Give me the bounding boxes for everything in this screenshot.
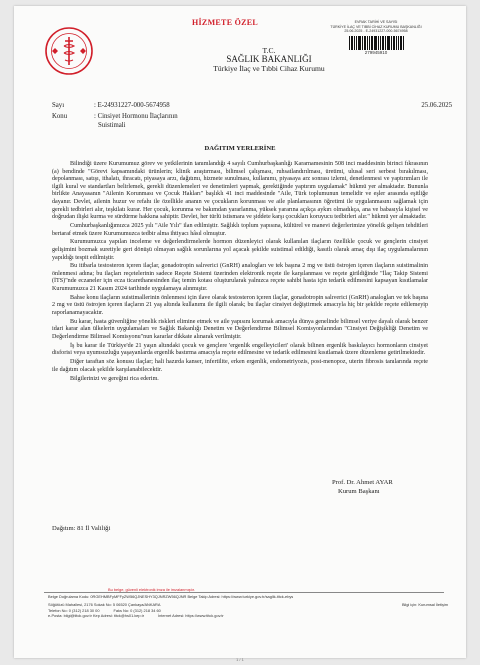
classification-stamp: HİZMETE ÖZEL <box>192 18 259 27</box>
paragraph: Bahse konu ilaçların suistimallerinin önlenmesi için ilave olarak testosteron içeren ilaçlar, gonadotropin salıverici (GnRH) analogları ve tek başına 2 mg ve üstü östrojen içeren ilaçların 21 yaş altında kullanımı ile ilgili olarak; bu ilaçlar cinsiyet değiştirmek amacıyla hiç bir şekilde reçete edilemeyip raporlanamayacaktır. <box>52 294 428 317</box>
evrak-info-line1: EVRAK TARİHİ VE SAYISI <box>354 20 398 24</box>
footer-address: Söğütözü Mahallesi, 2176 Sokak No: 5 06520 Çankaya/ANKARA <box>48 602 161 608</box>
distribution-heading: DAĞITIM YERLERİNE <box>204 145 276 152</box>
paragraph: Kurumumuzca yapılan inceleme ve değerlendirmelerde hormon düzenleyici olarak kullanılan ilaçların özellikle çocuk ve gençlerin cinsiyet gelişimini bozmak suretiyle geri dönüşü olmayan sağlık sorunlarına yol açacak şekilde suistimal edildiği, kasıtlı olarak amaç dışı ilaç uygulamalarının yapıldığı tespit edilmiştir. <box>52 239 428 261</box>
letter-body <box>52 161 428 384</box>
evrak-info-line3: 25.06.2025 - E-24931227-000-5674958 <box>344 29 408 33</box>
signature-block <box>332 479 393 496</box>
distribution-list: Dağıtım: 81 İl Valiliği <box>52 525 111 532</box>
footer-kep[interactable]: e-Posta: bilgi@titck.gov.tr Kep Adresi: titck@hs01.kep.tr <box>48 612 145 618</box>
verification-line: Belge Doğrulama Kodu: 0RGEHMBFyMFFyZW56QJNESHY3QJNRZW56QJNR Belge Takip Adresi: https://www.turkiye.gov.tr/saglik-titck-ebys <box>48 594 294 600</box>
konu-label: Konu <box>52 113 68 120</box>
barcode-number: 279945910 <box>364 49 388 55</box>
evrak-info-line2: TÜRKİYE İLAÇ VE TIBBİ CİHAZ KURUMU BAŞKANLIĞI <box>330 24 422 29</box>
footer-phone: Telefon No: 0 (312) 218 30 00 <box>48 607 100 613</box>
konu-value: : Cinsiyet Hormonu İlaçlarının <box>94 113 178 120</box>
paragraph: İş bu karar ile Türkiye'de 21 yaşın altındaki çocuk ve gençlere 'ergenlik engelleyicileri' olarak bilinen ergenlik baskılayıcı hormonların cinsiyet disforisi veya uyumsuzluğu yaşayanlarda ergenlik bastırma amacıyla reçete edilmesine ve tedarik edilmesini kısıtlamak üzere düzenleme getirilmektedir. <box>52 342 428 357</box>
konu-value-line2: Suistimali <box>98 121 126 129</box>
paragraph: Bu itibarla testosteron içeren ilaçlar, gonadotropin salıverici (GnRH) analogları ve tek başına 2 mg ve üstü östrojen içeren ilaçların suistimalinin önlenmesi adına; bu ilaçları reçetelerinin sadece Reçete Sistemi üzerinden elektronik reçete ile karşılanması ve reçete girildiğinde "İlaç Takip Sistemi (İTS)"nde eczaneler için ecza ticarethanesinden ilaç temin kotası oluşturularak yalnızca reçete sahibi hasta için tedarik edilmesini kapsayan kısıtlamalar Kurumumuzca 21 Kasım 2024 tarihinde uygulamaya alınmıştır. <box>52 263 428 293</box>
e-signature-note: Bu belge, güvenli elektronik imza ile imzalanmıştır. <box>108 587 195 592</box>
footer-web[interactable]: İnternet Adresi: https://www.titck.gov.tr <box>158 612 224 618</box>
meta-sayi-row <box>52 102 452 111</box>
paragraph: Cumhurbaşkanlığımızca 2025 yılı "Aile Yılı" ilan edilmiştir. Sağlıklı toplum yapısına, kültürel ve manevi değerlerimize yönelik gelişen tehditleri bertaraf etmek üzere Kurumumuzca tedbir alma ihtiyacı hâsıl olmuştur. <box>52 222 428 237</box>
republic-label: T.C. <box>262 46 276 55</box>
signatory-title: Kurum Başkanı <box>338 487 380 495</box>
paragraph: Bilgilerinizi ve gereğini rica ederim. <box>70 375 159 382</box>
agency-name: Türkiye İlaç ve Tıbbi Cihaz Kurumu <box>213 64 325 73</box>
ministry-name: SAĞLIK BAKANLIĞI <box>226 54 312 64</box>
sayi-value: : E-24931227-000-5674958 <box>94 102 170 109</box>
footer-divider <box>44 592 444 593</box>
signatory-name: Prof. Dr. Ahmet AYAR <box>332 479 393 486</box>
page-number: 1 / 1 <box>236 657 244 662</box>
document-page <box>14 6 466 658</box>
paragraph: Diğer taraftan söz konusu ilaçlar; hali hazırda kanser, infertilite, erken ergenlik, endometriyozis, post-menopoz, uterin fibrosis tanılarında reçete ile dağıtım olacak şekilde karşılanabilecektir. <box>52 359 428 373</box>
footer-contact-row-3 <box>48 613 448 618</box>
document-date: 25.06.2025 <box>421 102 452 109</box>
paragraph: Bu karar, hasta güvenliğine yönelik riskleri elimine etmek ve aile yapısını korumak amacıyla dünya genelinde bilimsel veriye dayalı olarak benzer idari karar alan ülkelerin uygulamaları ve Sağlık Bakanlığı Denetim ve Değerlendirme Bilimsel Komisyonlarından "Cinsiyet Değişikliği Denetim ve Değerlendirme Bilimsel Komisyonu"nun kararlar dikkate alınarak verilmiştir. <box>52 318 428 340</box>
footer-fax: Faks No: 0 (312) 218 34 60 <box>113 607 161 613</box>
footer-contact: Bilgi için: Kurumsal İletişim <box>401 602 448 608</box>
meta-konu-row <box>52 113 452 130</box>
ministry-logo-icon <box>44 26 94 76</box>
paragraph: Bilindiği üzere Kurumumuz görev ve yetkilerinin tanımlandığı 4 sayılı Cumhurbaşkanlığı Kararnamesinin 508 inci maddesinin birinci fıkrasının (a) bendinde "Görevi kapsamındaki ürünlerin; klinik araştırması, bilimsel çalışması, ruhsatlandırılması, üretimi, ulusal seri serbest bırakılması, depolanması, satışı, ithalatı, ihracatı, piyasaya arzı, dağıtımı, hizmete sunulması, kullanımı, piyasaya arz sonrası izlemi, denetlenmesi ve yaptırımları ile ilgili kural ve standartları belirlemek, gerekli düzenlemeleri ve denetimleri yapmak, gerektiğinde yaptırım uygulamak" hükmü yer almaktadır. Bununla birlikte Anayasanın "Ailenin Korunması ve Çocuk Hakları" başlıklı 41 inci maddesinde "Aile, Türk toplumunun temelidir ve eşler arasında eşitliğe dayanır. Devlet, ailenin huzur ve refahı ile özellikle ananın ve çocukların korunması ve aile planlamasının öğretimi ile uygulanmasını sağlamak için gerekli tedbirleri alır, teşkilatı kurar. Her çocuk, korunma ve bakımdan yararlanma, yüksek yararına açıkça aykırı olmadıkça, ana ve babasıyla kişisel ve doğrudan ilişki kurma ve sürdürme hakkına sahiptir. Devlet, her türlü istismara ve şiddete karşı çocukları koruyucu tedbirleri alır." hükmü yer almaktadır. <box>52 161 428 221</box>
sayi-label: Sayı <box>52 102 65 109</box>
ministry-header <box>144 46 394 73</box>
